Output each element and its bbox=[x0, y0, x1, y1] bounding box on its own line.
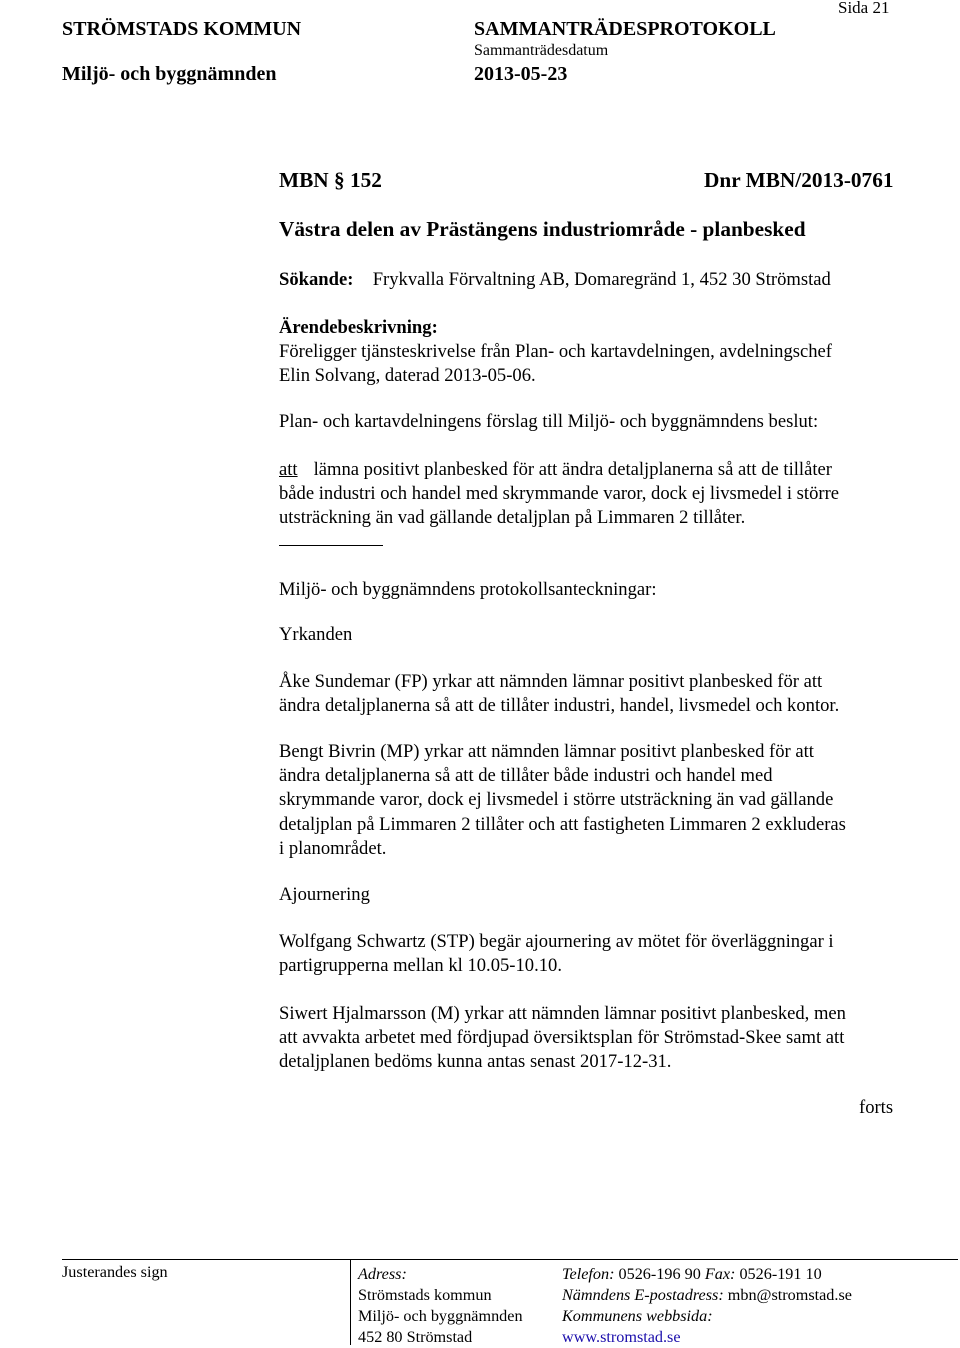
fax-label: Fax: bbox=[704, 1265, 736, 1283]
adjournment-line: partigrupperna mellan kl 10.05-10.10. bbox=[279, 955, 562, 977]
description-line: Elin Solvang, daterad 2013-05-06. bbox=[279, 365, 536, 387]
motion-line: Siwert Hjalmarsson (M) yrkar att nämnden lämnar positivt planbesked, men bbox=[279, 1003, 846, 1024]
continued-marker: forts bbox=[859, 1097, 894, 1118]
motion-line: att avvakta arbetet med fördjupad översiktsplan för Strömstad-Skee samt att bbox=[279, 1027, 845, 1049]
address-line: Strömstads kommun bbox=[358, 1286, 492, 1304]
motion-line: Bengt Bivrin (MP) yrkar att nämnden lämnar positivt planbesked för att bbox=[279, 741, 814, 762]
date-label: Sammanträdesdatum bbox=[474, 42, 609, 59]
address-line: 452 80 Strömstad bbox=[358, 1328, 473, 1346]
fax-value: 0526-191 10 bbox=[739, 1265, 822, 1283]
decision-line: både industri och handel med skrymmande varor, dock ej livsmedel i större bbox=[279, 483, 840, 505]
case-title: Västra delen av Prästängens industriområde - planbesked bbox=[279, 217, 806, 241]
motions-heading: Yrkanden bbox=[279, 624, 353, 645]
description-block bbox=[279, 316, 919, 389]
motion-line: i planområdet. bbox=[279, 837, 387, 859]
motion-line: detaljplanen bedöms kunna antas senast 2017-12-31. bbox=[279, 1051, 672, 1073]
motion-line: detaljplan på Limmaren 2 tillåter och att fastigheten Limmaren 2 exkluderas bbox=[279, 813, 846, 835]
applicant-label: Sökande: bbox=[279, 269, 354, 290]
org-name: STRÖMSTADS KOMMUN bbox=[62, 18, 302, 40]
case-number: MBN § 152 bbox=[279, 168, 382, 192]
adjournment-heading: Ajournering bbox=[279, 884, 370, 905]
applicant-value: Frykvalla Förvaltning AB, Domaregränd 1, 452 30 Strömstad bbox=[372, 269, 831, 290]
document-type: SAMMANTRÄDESPROTOKOLL bbox=[474, 18, 776, 40]
notes-heading: Miljö- och byggnämndens protokollsanteckningar: bbox=[279, 579, 657, 600]
motion-line: skrymmande varor, dock ej livsmedel i större utsträckning än vad gällande bbox=[279, 789, 834, 811]
decision-att: att bbox=[279, 459, 298, 480]
motion-line: Åke Sundemar (FP) yrkar att nämnden lämnar positivt planbesked för att bbox=[279, 671, 823, 692]
contact-block bbox=[562, 1264, 852, 1348]
web-label: Kommunens webbsida: bbox=[562, 1307, 713, 1325]
case-dnr: Dnr MBN/2013-0761 bbox=[704, 168, 894, 192]
decision-line: lämna positivt planbesked för att ändra detaljplanerna så att de tillåter bbox=[313, 459, 832, 480]
description-line: Föreligger tjänsteskrivelse från Plan- och kartavdelningen, avdelningschef bbox=[279, 341, 832, 363]
adjournment-block bbox=[279, 930, 919, 978]
web-link[interactable]: www.stromstad.se bbox=[562, 1328, 681, 1346]
meeting-date: 2013-05-23 bbox=[474, 63, 568, 85]
committee-name: Miljö- och byggnämnden bbox=[62, 63, 277, 85]
phone-label: Telefon: bbox=[562, 1265, 615, 1283]
sign-label: Justerandes sign bbox=[62, 1263, 168, 1281]
footer-divider bbox=[350, 1259, 351, 1345]
phone-value: 0526-196 90 bbox=[618, 1265, 701, 1283]
email-label: Nämndens E-postadress: bbox=[562, 1286, 724, 1304]
proposal-intro: Plan- och kartavdelningens förslag till Miljö- och byggnämndens beslut: bbox=[279, 411, 819, 432]
motion-3 bbox=[279, 1002, 919, 1075]
address-label: Adress: bbox=[358, 1265, 407, 1283]
email-link[interactable]: mbn@stromstad.se bbox=[727, 1286, 852, 1304]
adjournment-line: Wolfgang Schwartz (STP) begär ajournering av mötet för överläggningar i bbox=[279, 931, 834, 952]
decision-line: utsträckning än vad gällande detaljplan på Limmaren 2 tillåter. bbox=[279, 507, 746, 529]
motion-line: ändra detaljplanerna så att de tillåter både industri och handel med bbox=[279, 765, 773, 787]
description-label: Ärendebeskrivning: bbox=[279, 317, 438, 338]
motion-line: ändra detaljplanerna så att de tillåter industri, handel, livsmedel och kontor. bbox=[279, 695, 840, 717]
page-number: Sida 21 bbox=[838, 0, 890, 17]
decision-block bbox=[279, 458, 919, 531]
separator-line bbox=[279, 545, 383, 546]
address-line: Miljö- och byggnämnden bbox=[358, 1307, 523, 1325]
address-block bbox=[358, 1264, 523, 1348]
applicant-row bbox=[279, 268, 831, 292]
motion-2 bbox=[279, 740, 919, 861]
motion-1 bbox=[279, 670, 919, 718]
footer-rule bbox=[62, 1259, 958, 1260]
